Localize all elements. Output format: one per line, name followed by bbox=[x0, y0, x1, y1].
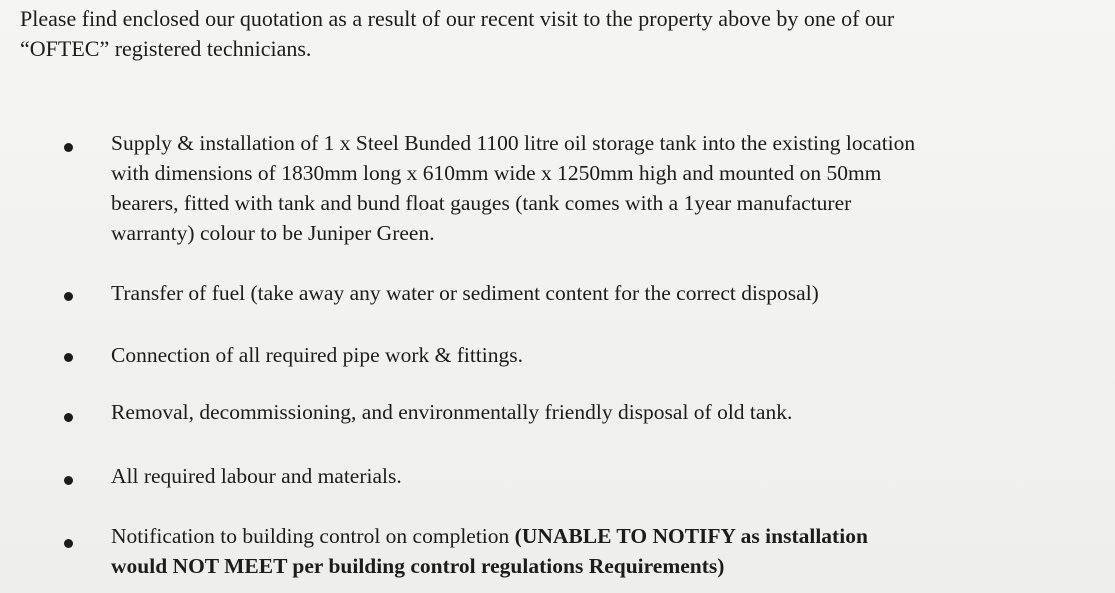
list-item-line: Removal, decommissioning, and environmentally friendly disposal of old tank. bbox=[111, 400, 793, 424]
list-item-text bbox=[111, 128, 1101, 248]
list-item-bold-text: (UNABLE TO NOTIFY as installation bbox=[514, 524, 868, 548]
list-item-line: Connection of all required pipe work & fittings. bbox=[111, 343, 523, 367]
bullet-icon bbox=[64, 292, 73, 301]
list-item-line: bearers, fitted with tank and bund float gauges (tank comes with a 1year manufacturer bbox=[111, 191, 852, 215]
bullet-icon bbox=[64, 413, 73, 422]
bullet-icon bbox=[64, 143, 73, 152]
bullet-icon bbox=[64, 539, 73, 548]
intro-paragraph bbox=[20, 4, 1090, 64]
list-item-text bbox=[111, 340, 1101, 370]
list-item-line: All required labour and materials. bbox=[111, 464, 402, 488]
list-item-line: with dimensions of 1830mm long x 610mm wide x 1250mm high and mounted on 50mm bbox=[111, 161, 882, 185]
list-item-text bbox=[111, 521, 1101, 581]
list-item-normal-text: Notification to building control on completion bbox=[111, 524, 515, 548]
bullet-icon bbox=[64, 353, 73, 362]
intro-line: “OFTEC” registered technicians. bbox=[20, 36, 312, 61]
list-item-text bbox=[111, 397, 1101, 427]
list-item-line bbox=[111, 521, 1101, 551]
list-item-bold-line: would NOT MEET per building control regulations Requirements) bbox=[111, 554, 725, 578]
list-item-text bbox=[111, 461, 1101, 491]
list-item-line: warranty) colour to be Juniper Green. bbox=[111, 221, 435, 245]
bullet-icon bbox=[64, 476, 73, 485]
list-item-line: Transfer of fuel (take away any water or sediment content for the correct disposal) bbox=[111, 281, 819, 305]
intro-line: Please find enclosed our quotation as a result of our recent visit to the property above by one of our bbox=[20, 6, 895, 31]
list-item-line: Supply & installation of 1 x Steel Bunded 1100 litre oil storage tank into the existing location bbox=[111, 131, 916, 155]
list-item-text bbox=[111, 278, 1101, 308]
